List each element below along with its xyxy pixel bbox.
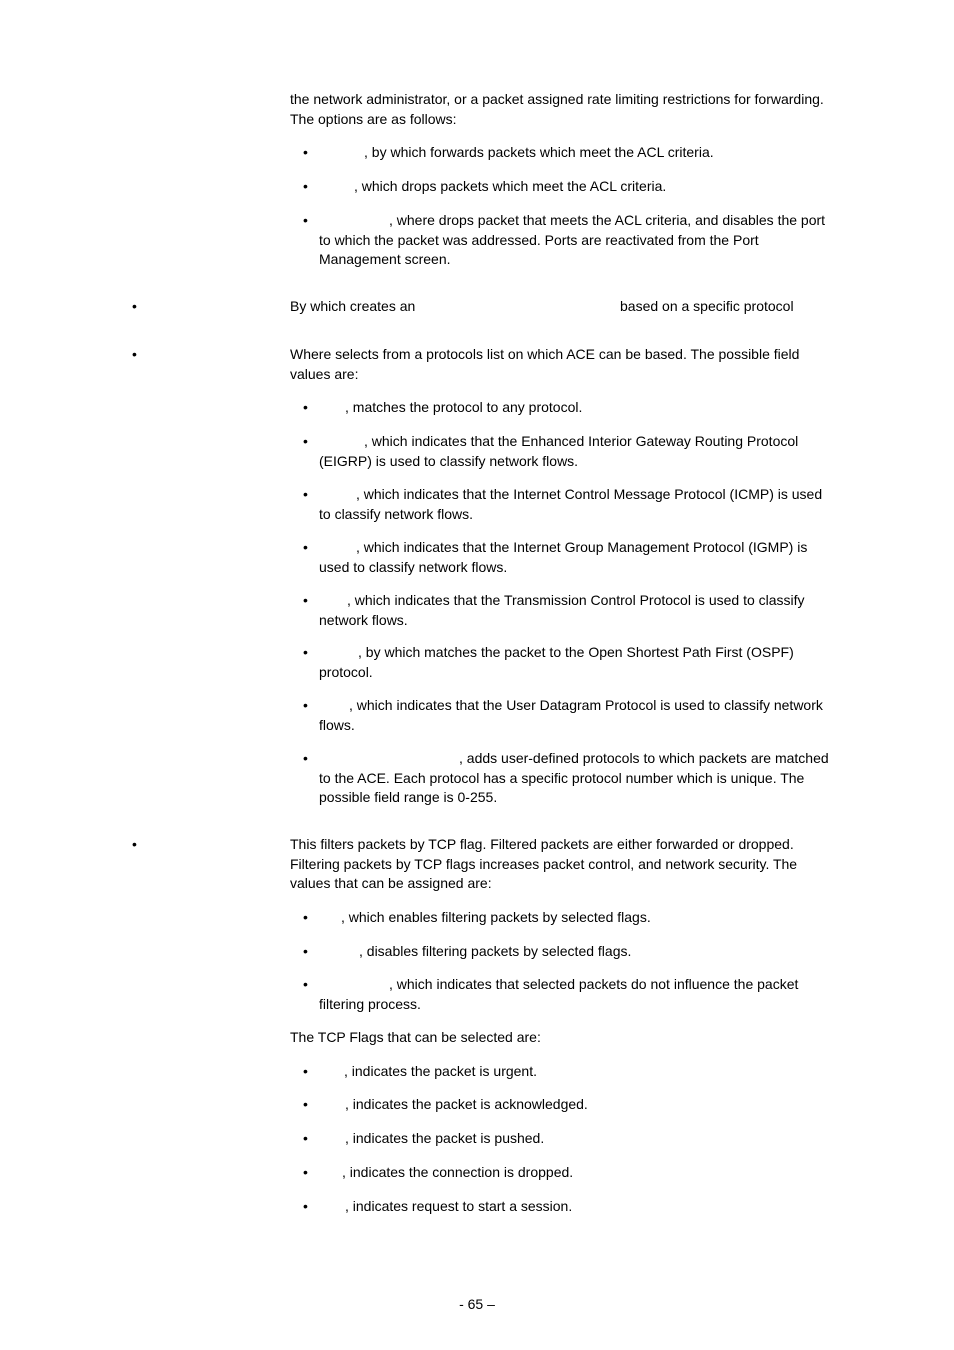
bullet: • (303, 1130, 308, 1146)
bullet: • (303, 1198, 308, 1214)
bullet: • (303, 697, 308, 713)
list-item: , which indicates that the Enhanced Interior Gateway Routing Protocol (EIGRP) is used to classify network flows. (319, 433, 799, 469)
bullet: • (303, 144, 308, 160)
bullet: • (303, 178, 308, 194)
bullet: • (303, 212, 308, 228)
bullet: • (303, 644, 308, 660)
list-item: , which drops packets which meet the ACL criteria. (354, 178, 667, 194)
bullet: • (303, 750, 308, 766)
field-bullet: • (132, 298, 137, 314)
tcp-intro: This filters packets by TCP flag. Filtered packets are either forwarded or dropped. Filtering packets by TCP flags increases packet control, and network security. The values that can be assigned are: (290, 836, 798, 891)
list-item: , where drops packet that meets the ACL criteria, and disables the port to which the packet was addressed. Ports are reactivated from the Port Management screen. (319, 212, 826, 267)
list-item: , by which matches the packet to the Open Shortest Path First (OSPF) protocol. (319, 644, 794, 680)
list-item: , which indicates that the Internet Group Management Protocol (IGMP) is used to classify network flows. (319, 539, 808, 575)
field-bullet: • (132, 836, 137, 852)
list-item: , by which forwards packets which meet the ACL criteria. (364, 144, 714, 160)
list-item: , indicates the packet is urgent. (344, 1063, 537, 1079)
list-item: , indicates the packet is acknowledged. (345, 1096, 588, 1112)
bullet: • (303, 1096, 308, 1112)
bullet: • (303, 433, 308, 449)
list-item: , which indicates that selected packets do not influence the packet filtering process. (319, 976, 799, 1012)
intro-paragraph: the network administrator, or a packet assigned rate limiting restrictions for forwarding. The options are as follows: (290, 91, 824, 127)
list-item: , which indicates that the Internet Control Message Protocol (ICMP) is used to classify network flows. (319, 486, 823, 522)
tcp-flags-heading: The TCP Flags that can be selected are: (290, 1029, 541, 1045)
list-item: , indicates the connection is dropped. (342, 1164, 574, 1180)
field-bullet: • (132, 346, 137, 362)
bullet: • (303, 399, 308, 415)
create-text-start: By which creates an (290, 298, 416, 314)
list-item: , indicates request to start a session. (345, 1198, 573, 1214)
list-item: , which enables filtering packets by selected flags. (341, 909, 651, 925)
bullet: • (303, 976, 308, 992)
bullet: • (303, 539, 308, 555)
bullet: • (303, 1063, 308, 1079)
create-text-end: based on a specific protocol (620, 298, 794, 314)
list-item: , which indicates that the User Datagram Protocol is used to classify network flows. (319, 697, 823, 733)
page-number: - 65 – (459, 1296, 495, 1312)
list-item: , disables filtering packets by selected flags. (359, 943, 632, 959)
bullet: • (303, 909, 308, 925)
bullet: • (303, 943, 308, 959)
protocol-intro: Where selects from a protocols list on which ACE can be based. The possible field values are: (290, 346, 800, 382)
list-item: , matches the protocol to any protocol. (345, 399, 583, 415)
list-item: , adds user-defined protocols to which packets are matched to the ACE. Each protocol has a specific protocol number which is unique. The possible field range is 0-255. (319, 750, 829, 805)
list-item: , which indicates that the Transmission Control Protocol is used to classify network flows. (319, 592, 805, 628)
bullet: • (303, 592, 308, 608)
list-item: , indicates the packet is pushed. (345, 1130, 545, 1146)
bullet: • (303, 486, 308, 502)
bullet: • (303, 1164, 308, 1180)
